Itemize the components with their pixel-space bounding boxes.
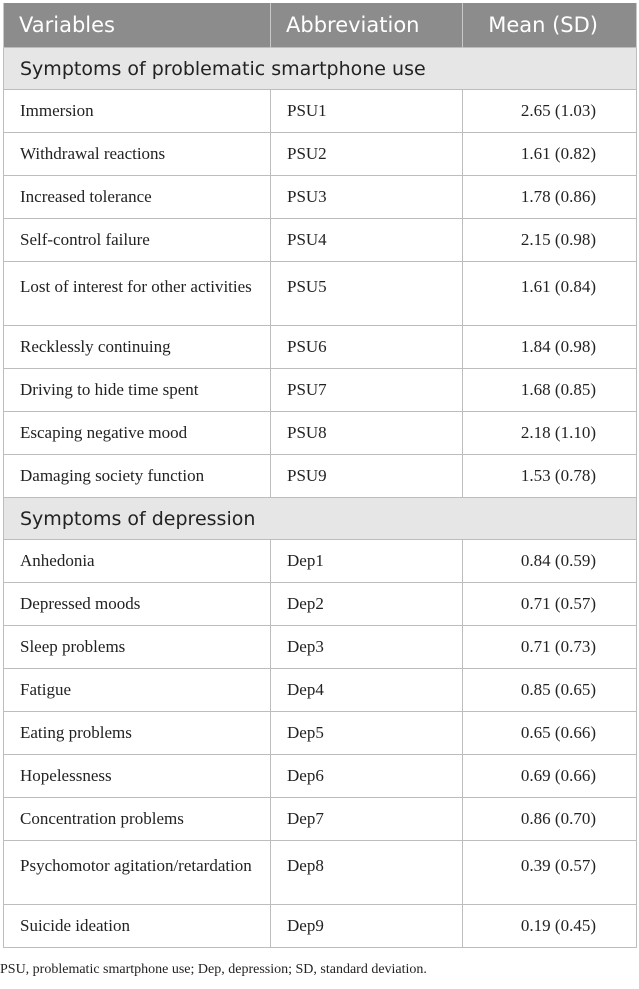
variable-cell: Suicide ideation [4,905,271,948]
table-row [4,841,637,905]
variable-cell: Fatigue [4,669,271,712]
variable-cell: Withdrawal reactions [4,133,271,176]
table-row [4,369,637,412]
mean-sd-cell: 0.85 (0.65) [463,669,637,712]
table-row [4,412,637,455]
section-title: Symptoms of problematic smartphone use [4,48,637,90]
variable-cell: Sleep problems [4,626,271,669]
abbreviation-cell: PSU7 [271,369,463,412]
abbreviation-cell: PSU2 [271,133,463,176]
mean-sd-cell: 0.19 (0.45) [463,905,637,948]
section-header-row [4,498,637,540]
table-row [4,455,637,498]
variable-cell: Psychomotor agitation/retardation [4,841,271,905]
header-mean-sd: Mean (SD) [463,3,637,48]
variable-cell: Concentration problems [4,798,271,841]
variable-cell: Increased tolerance [4,176,271,219]
variable-cell: Hopelessness [4,755,271,798]
table-row [4,326,637,369]
table-row [4,669,637,712]
mean-sd-cell: 1.68 (0.85) [463,369,637,412]
table-row [4,905,637,948]
abbreviation-cell: Dep6 [271,755,463,798]
table-row [4,176,637,219]
section-title: Symptoms of depression [4,498,637,540]
abbreviation-cell: PSU5 [271,262,463,326]
abbreviation-cell: Dep7 [271,798,463,841]
table-row [4,540,637,583]
variable-cell: Immersion [4,90,271,133]
mean-sd-cell: 1.53 (0.78) [463,455,637,498]
mean-sd-cell: 0.84 (0.59) [463,540,637,583]
abbreviation-cell: Dep8 [271,841,463,905]
table-row [4,90,637,133]
mean-sd-cell: 0.39 (0.57) [463,841,637,905]
table-footnote: PSU, problematic smartphone use; Dep, depression; SD, standard deviation. [0,962,427,977]
variable-cell: Driving to hide time spent [4,369,271,412]
table-container [3,3,636,948]
abbreviation-cell: Dep1 [271,540,463,583]
header-row [4,3,637,48]
variable-cell: Recklessly continuing [4,326,271,369]
mean-sd-cell: 2.18 (1.10) [463,412,637,455]
abbreviation-cell: PSU6 [271,326,463,369]
data-table [3,3,637,948]
abbreviation-cell: PSU9 [271,455,463,498]
mean-sd-cell: 1.78 (0.86) [463,176,637,219]
abbreviation-cell: PSU4 [271,219,463,262]
mean-sd-cell: 0.71 (0.73) [463,626,637,669]
table-row [4,133,637,176]
mean-sd-cell: 0.65 (0.66) [463,712,637,755]
abbreviation-cell: Dep9 [271,905,463,948]
table-header [4,3,637,48]
table-row [4,626,637,669]
table-row [4,755,637,798]
abbreviation-cell: Dep3 [271,626,463,669]
abbreviation-cell: PSU8 [271,412,463,455]
abbreviation-cell: Dep2 [271,583,463,626]
abbreviation-cell: Dep4 [271,669,463,712]
table-row [4,583,637,626]
variable-cell: Self-control failure [4,219,271,262]
table-row [4,219,637,262]
mean-sd-cell: 1.61 (0.82) [463,133,637,176]
mean-sd-cell: 2.65 (1.03) [463,90,637,133]
section-header-row [4,48,637,90]
abbreviation-cell: Dep5 [271,712,463,755]
mean-sd-cell: 2.15 (0.98) [463,219,637,262]
mean-sd-cell: 1.84 (0.98) [463,326,637,369]
abbreviation-cell: PSU3 [271,176,463,219]
header-variables: Variables [4,3,271,48]
table-row [4,712,637,755]
variable-cell: Anhedonia [4,540,271,583]
mean-sd-cell: 1.61 (0.84) [463,262,637,326]
variable-cell: Lost of interest for other activities [4,262,271,326]
mean-sd-cell: 0.69 (0.66) [463,755,637,798]
abbreviation-cell: PSU1 [271,90,463,133]
mean-sd-cell: 0.71 (0.57) [463,583,637,626]
table-body [4,48,637,948]
mean-sd-cell: 0.86 (0.70) [463,798,637,841]
variable-cell: Escaping negative mood [4,412,271,455]
header-abbreviation: Abbreviation [271,3,463,48]
variable-cell: Damaging society function [4,455,271,498]
table-row [4,798,637,841]
variable-cell: Depressed moods [4,583,271,626]
table-row [4,262,637,326]
variable-cell: Eating problems [4,712,271,755]
